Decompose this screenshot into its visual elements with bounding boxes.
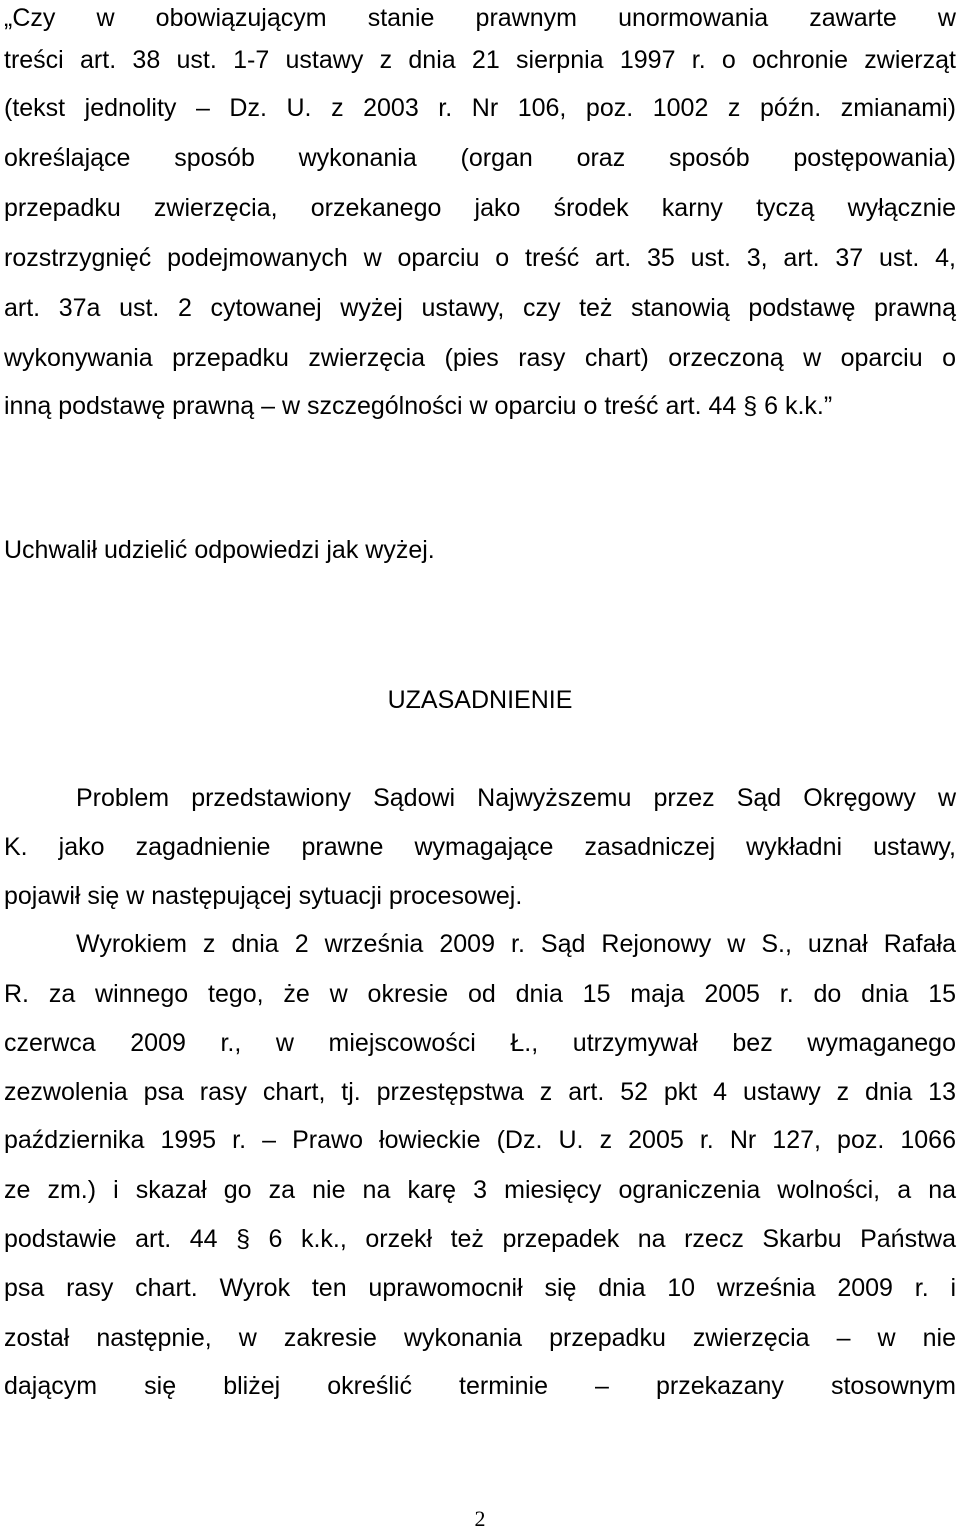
text-line: podstawie art. 44 § 6 k.k., orzekł też przepadek na rzecz Skarbu Państwa xyxy=(4,1225,956,1253)
text-line: K. jako zagadnienie prawne wymagające zasadniczej wykładni ustawy, xyxy=(4,833,956,861)
text-line: określające sposób wykonania (organ oraz sposób postępowania) xyxy=(4,144,956,172)
text-line: „Czy w obowiązującym stanie prawnym unormowania zawarte w xyxy=(4,4,956,32)
text-line: psa rasy chart. Wyrok ten uprawomocnił się dnia 10 września 2009 r. i xyxy=(4,1274,956,1302)
page-number: 2 xyxy=(474,1506,486,1531)
text-line: przepadku zwierzęcia, orzekanego jako środek karny tyczą wyłącznie xyxy=(4,194,956,222)
text-line: został następnie, w zakresie wykonania przepadku zwierzęcia – w nie xyxy=(4,1324,956,1352)
text-line: treści art. 38 ust. 1-7 ustawy z dnia 21 sierpnia 1997 r. o ochronie zwierząt xyxy=(4,46,956,74)
text-line: wykonywania przepadku zwierzęcia (pies rasy chart) orzeczoną w oparciu o xyxy=(4,344,956,372)
text-line: zezwolenia psa rasy chart, tj. przestępstwa z art. 52 pkt 4 ustawy z dnia 13 xyxy=(4,1078,956,1106)
text-line: (tekst jednolity – Dz. U. z 2003 r. Nr 106, poz. 1002 z późn. zmianami) xyxy=(4,94,956,122)
text-line: rozstrzygnięć podejmowanych w oparciu o treść art. 35 ust. 3, art. 37 ust. 4, xyxy=(4,244,956,272)
text-line: października 1995 r. – Prawo łowieckie (Dz. U. z 2005 r. Nr 127, poz. 1066 xyxy=(4,1126,956,1154)
text-line: Wyrokiem z dnia 2 września 2009 r. Sąd Rejonowy w S., uznał Rafała xyxy=(76,930,956,958)
text-line: Problem przedstawiony Sądowi Najwyższemu przez Sąd Okręgowy w xyxy=(76,784,956,812)
section-heading: UZASADNIENIE xyxy=(387,686,573,714)
text-line: ze zm.) i skazał go za nie na karę 3 miesięcy ograniczenia wolności, a na xyxy=(4,1176,956,1204)
text-line: art. 37a ust. 2 cytowanej wyżej ustawy, czy też stanowią podstawę prawną xyxy=(4,294,956,322)
text-line: czerwca 2009 r., w miejscowości Ł., utrzymywał bez wymaganego xyxy=(4,1029,956,1057)
resolution-text: Uchwalił udzielić odpowiedzi jak wyżej. xyxy=(4,536,435,564)
text-line: dającym się bliżej określić terminie – przekazany stosownym xyxy=(4,1372,956,1400)
text-line: pojawił się w następującej sytuacji procesowej. xyxy=(4,882,523,910)
text-line: R. za winnego tego, że w okresie od dnia 15 maja 2005 r. do dnia 15 xyxy=(4,980,956,1008)
text-line: inną podstawę prawną – w szczególności w oparciu o treść art. 44 § 6 k.k.” xyxy=(4,392,833,420)
